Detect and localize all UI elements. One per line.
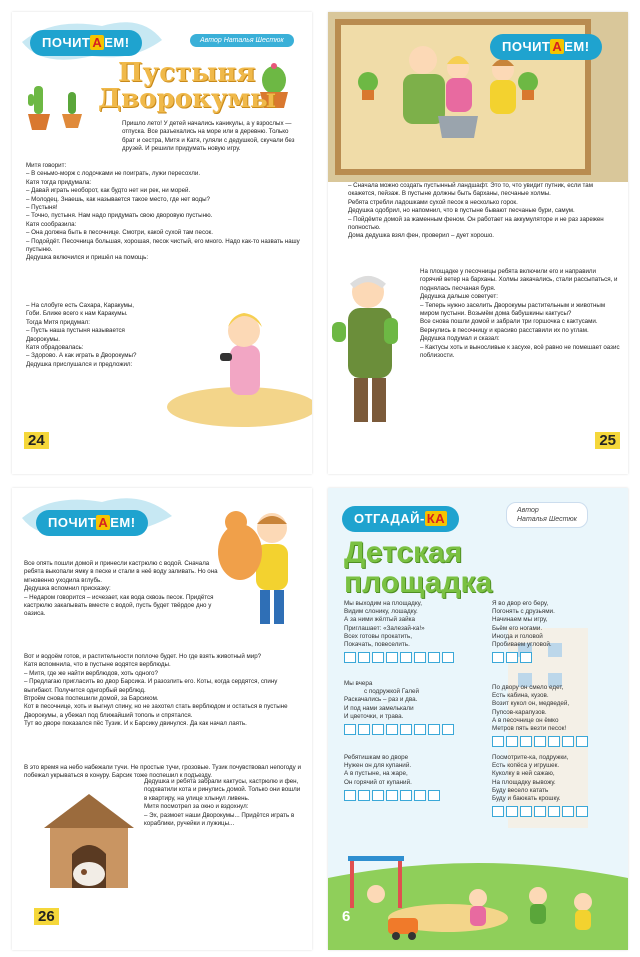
paragraph: – Она должна быть в песочнице. Смотри, какой сухой там песок. [26, 229, 213, 237]
riddle-line: И под нами замелькали [344, 704, 414, 712]
paragraph: – Теперь нужно заселить Дворокумы растительным и животным миром пустыни. Возьмём дома бабушкины кактусы? [420, 301, 606, 318]
page-number: 25 [595, 432, 620, 449]
riddle-line: Приглашает: «Залезай-ка!» [344, 624, 425, 632]
story-text-column-right [144, 778, 304, 828]
paragraph: – Сначала можно создать пустынный ландшафт. Это то, что увидит путник, если там окажется, пейзаж. В пустыне должны быть барханы, песчаные холмы. [348, 182, 593, 198]
page-25 [328, 12, 628, 474]
riddle-line: Есть кабина, кузов. [492, 692, 549, 700]
riddle-line: Нужен он для купаний. [344, 762, 412, 770]
riddle-line: Мы вчера [344, 680, 373, 687]
paragraph: – Кактусы хоть и выносливые к засухе, всё равно не помешает оазис поблизости. [420, 343, 620, 360]
paragraph: Дедушка подумал и сказал: [420, 335, 500, 343]
paragraph: – Пойдёмте домой за жаменным феном. Он работает на аккумуляторе и не раз зарежен полностью. [348, 215, 604, 232]
riddle-line: Иногда и головой [492, 632, 543, 640]
riddle-line: Куколку в ней сажаю, [492, 770, 555, 778]
answer-boxes[interactable] [344, 724, 482, 735]
paragraph: Катя обрадовалась: [26, 344, 84, 352]
paragraph: Митя посмотрел за окно и вздохнул: [144, 803, 249, 811]
page-6 [328, 488, 628, 950]
section-badge: ПОЧИТ А ЕМ! [490, 34, 602, 60]
paragraph: – Эх, размоет наши Дворокумы... Придётся играть в кораблики, ручейки и лужицы... [144, 811, 295, 828]
riddle-line: Ребятишкам во дворе [344, 754, 409, 761]
paragraph: Вот и водоём готов, и растительности поплоче будет. Но где взять животный мир? [24, 653, 262, 660]
paragraph: Дедушка дальше советует: [420, 293, 498, 301]
page-24 [12, 12, 312, 474]
paragraph: На площадке у песочницы ребята включили его и направили горячий ветер на барханы. Холмы закачались, стали рассыпаться, и поднялась песчаная буря. [420, 268, 618, 292]
page-number: 26 [34, 908, 59, 925]
riddle-left-2 [344, 680, 482, 735]
page-26 [12, 488, 312, 950]
paragraph: Дедушка одобрил, но напомнил, что в пустыне бывают песчаные бури, самум. [348, 207, 575, 215]
paragraph: Втроём снова поспешили домой, за Барсиком. [24, 695, 159, 703]
riddle-line: Пупсов-карапузов. [492, 708, 547, 716]
playground-illustration [328, 828, 628, 950]
paragraph: Катя сообразила: [26, 220, 77, 228]
paragraph: Дедушка вспомнил присказку: [24, 585, 111, 593]
author-name: Наталья Шестюк [517, 516, 577, 523]
paragraph: – Пусть наша пустыня называется Дворокумы. [26, 327, 125, 343]
paragraph: Ребята стребли ладошками сухой песок в несколько горок. [348, 198, 518, 206]
paragraph: Дедушка включился и пришёл на помощь: [26, 254, 149, 262]
riddle-line: Раскачались – раз и два. [344, 696, 418, 704]
paragraph: В это время на небо набежали тучи. Не простые тучи, грозовые. Тузик почувствовал непогоду и побежал укрываться в конуру. Барсик тоже поспешил к подъезду. [24, 764, 301, 780]
author-box [506, 502, 588, 528]
paragraph: – Здорово. А как играть в Дворокумы? [26, 352, 137, 360]
section-badge: ОТГАДАЙ- КА [342, 506, 459, 532]
answer-boxes[interactable] [492, 652, 622, 663]
paragraph: – Предлагаю пригласить во двор Барсика. И разозлить его. Коты, когда сердятся, спину выгибают. Получится однгорбый верблюд. [24, 678, 278, 694]
section-badge: ПОЧИТ А ЕМ! [30, 30, 142, 56]
paragraph: Тут во дворе показался пёс Тузик. И к Барсику двинулся. Да как начал лаять. [24, 720, 247, 728]
story-title: Пустыня Дворокумы [98, 58, 277, 114]
answer-boxes[interactable] [492, 736, 622, 747]
answer-boxes[interactable] [344, 790, 482, 801]
riddle-right-3 [492, 754, 622, 817]
riddle-line: И цветочки, и трава. [344, 712, 404, 720]
riddle-line: Бьём его ногами. [492, 624, 543, 632]
answer-boxes[interactable] [344, 652, 482, 663]
paragraph: Все снова пошли домой и забрали три горшочка с кактусами. Вернулись в песочницу и красиво расставили их по углам. [420, 318, 598, 334]
paragraph: – Подойдёт. Песочница большая, хорошая, песок чистый, его много. Надо как-то назвать нашу пустыню. [26, 237, 300, 254]
paragraph: Катя вспомнила, что в пустыне водятся верблюды. [24, 661, 171, 669]
story-text [24, 653, 304, 729]
riddle-right-2 [492, 684, 622, 747]
story-text [26, 162, 302, 263]
paragraph: Дедушка и ребята забрали кактусы, кастрюлю и фен, подхватили кота и ринулись домой. Только они вошли в квартиру, на улице хлынул ливень. [144, 778, 301, 802]
riddle-left-3 [344, 754, 482, 801]
story-text [348, 182, 620, 241]
paragraph: Катя тогда придумала: [26, 178, 92, 186]
riddle-title: Детская площадка [344, 536, 493, 599]
riddle-line: Мы выходим на площадку, [344, 600, 422, 607]
riddle-line: с подружкой Галей [364, 688, 420, 696]
paragraph: – На слобуге есть Сахара, Каракумы, Гоби. Ближе всего к нам Каракумы. [26, 302, 135, 318]
riddle-line: Видим слонику, лошадку. [344, 608, 418, 616]
riddle-right-1 [492, 600, 622, 663]
riddle-line: Буду весело катать [492, 786, 549, 794]
paragraph: – Молодец. Знаешь, как называется такое место, где нет воды? [26, 195, 210, 203]
paragraph: – В сеньмо-морж с лодочками не поиграть, лужи пересохли. [26, 170, 201, 178]
riddle-line: Буду и баюкать крошку. [492, 795, 561, 803]
riddle-line: А в пустыне, на жаре, [344, 770, 408, 778]
boy-holding-cat-illustration [206, 498, 306, 628]
paragraph: Митя говорит: [26, 162, 67, 169]
girl-in-sandbox-illustration [162, 297, 312, 427]
page-number: 6 [342, 908, 351, 925]
riddle-line: А в песочнице он ёмко [492, 716, 559, 724]
author-label: Автор Наталья Шестюк [190, 34, 294, 47]
dog-in-kennel-illustration [34, 788, 144, 903]
paragraph: Дома дедушка взял фен, проверил – дует хорошо. [348, 232, 494, 240]
paragraph: – Пустыня! [26, 204, 58, 212]
riddle-left-1 [344, 600, 482, 663]
riddle-line: Он горячий от купаний. [344, 778, 412, 786]
paragraph: – Недаром говорится – исчезает, как вода сквозь песок. Придётся кастрюлю закапывать вместе с водой, пусть будет твёрдое дно у оазиса. [24, 593, 214, 618]
riddle-line: Погонять с друзьями. [492, 608, 555, 616]
riddle-line: А за ними жёлтый зайка [344, 616, 416, 624]
riddle-line: Возит кукол он, медведей, [492, 700, 570, 708]
riddle-line: По двору он смело едет, [492, 684, 564, 691]
riddle-line: Я во двор его беру, [492, 600, 549, 607]
riddle-line: Посмотрите-ка, подружки, [492, 754, 569, 761]
riddle-line: Начинаем мы игру, [492, 616, 548, 624]
paragraph: Тогда Митя придумал: [26, 318, 90, 326]
author-label: Автор [517, 507, 539, 514]
riddle-line: Есть копёса у игрушек. [492, 762, 560, 770]
riddle-line: На площадку вывожу. [492, 778, 556, 786]
paragraph: Кот в песочнице, хоть и выгнул спину, но не захотел стать верблюдом и остаться в пустыне Дворокумы, а убежал под ближайший тополь и спрятался. [24, 703, 288, 719]
grandpa-with-cacti-illustration [328, 252, 423, 432]
paragraph: Дедушка прислушался и предложил: [26, 360, 133, 368]
page-number: 24 [24, 432, 49, 449]
paragraph: – Митя, где же найти верблюдов, хоть одного? [24, 669, 158, 677]
story-text-column [420, 268, 620, 360]
riddle-line: Метров пять везти песок! [492, 725, 567, 733]
paragraph: Все опять пошли домой и принесли кастрюлю с водой. Сначала ребята выкопали ямку в песке и стали в неё воду заливать. Но она мгновенно уходила вглубь. [24, 560, 218, 584]
riddle-line: Покачать, повеселить. [344, 641, 410, 649]
paragraph: – Давай играть необорот, как будто нет ни рек, ни морей. [26, 187, 191, 195]
story-text-column [24, 560, 220, 619]
paragraph: Пришло лето! У детей начались каникулы, а у взрослых — отпуска. Все разъехались на море или в деревню. Только брат и сестра, Митя и Катя, гуляли с дедушкой, скучали без друзей. И решили придумать новую игру. [122, 120, 295, 153]
answer-boxes[interactable] [492, 806, 622, 817]
riddle-line: Всех готовы прокатить, [344, 632, 413, 640]
riddle-line: Пробиваем угловой. [492, 641, 552, 649]
paragraph: – Точно, пустыня. Нам надо придумать свою дворовую пустыню. [26, 212, 213, 220]
story-text-column [26, 302, 146, 369]
section-badge: ПОЧИТ А ЕМ! [36, 510, 148, 536]
